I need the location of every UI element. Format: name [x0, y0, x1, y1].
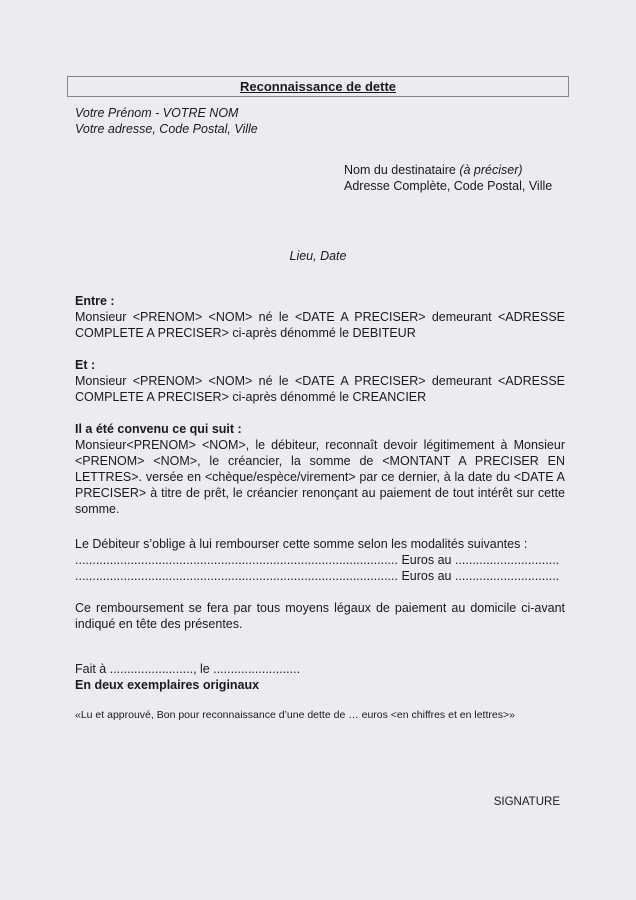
section-entre — [75, 293, 565, 341]
euros-label: Euros au — [397, 569, 455, 583]
sender-name: Votre Prénom - VOTRE NOM — [75, 106, 239, 120]
date-dots: .............................. — [454, 569, 560, 583]
section-repayment — [75, 536, 565, 584]
repayment-line — [75, 552, 565, 568]
recipient-name-label: Nom du destinataire — [344, 163, 460, 177]
repayment-legal-paragraph: Ce remboursement se fera par tous moyens légaux de paiement au domicile ci-avant indiqué en tête des présentes. — [75, 601, 565, 631]
agreement-heading: Il a été convenu ce qui suit : — [75, 422, 242, 436]
amount-dots: ............................................................................................. — [75, 553, 398, 567]
et-heading: Et : — [75, 358, 96, 372]
date-dots: .............................. — [454, 553, 560, 567]
section-et — [75, 357, 565, 405]
entre-paragraph: Monsieur <PRENOM> <NOM> né le <DATE A PRECISER> demeurant <ADRESSE COMPLETE A PRECISER> ci-après dénommé le DEBITEUR — [75, 310, 565, 340]
recipient-name-line — [344, 163, 552, 179]
amount-dots: ............................................................................................. — [75, 569, 398, 583]
agreement-paragraph: Monsieur<PRENOM> <NOM>, le débiteur, reconnaît devoir légitimement à Monsieur <PRENOM> <NOM>, le créancier, la somme de <MONTANT A PRECISER EN LETTRES>. versée en <chèque/espèce/virement> par ce dernier, à la date du <DATE A PRECISER> à titre de prêt, le créancier renonçant au paiement de tout intérêt sur cette somme. — [75, 438, 565, 516]
recipient-address: Adresse Complète, Code Postal, Ville — [344, 178, 553, 193]
entre-heading: Entre : — [75, 294, 115, 308]
document-title: Reconnaissance de dette — [239, 79, 397, 94]
repayment-intro: Le Débiteur s’oblige à lui rembourser cette somme selon les modalités suivantes : — [75, 537, 528, 551]
signature-label: SIGNATURE — [493, 796, 560, 808]
place-date-line: Lieu, Date — [289, 249, 347, 263]
title-box — [67, 76, 569, 97]
et-paragraph: Monsieur <PRENOM> <NOM> né le <DATE A PRECISER> demeurant <ADRESSE COMPLETE A PRECISER> ci-après dénommé le CREANCIER — [75, 374, 565, 404]
recipient-block — [344, 163, 552, 194]
approval-mention: «Lu et approuvé, Bon pour reconnaissance d’une dette de … euros <en chiffres et en lettres>» — [75, 709, 515, 721]
closing-block — [75, 661, 565, 693]
euros-label: Euros au — [397, 553, 455, 567]
repayment-line — [75, 568, 565, 584]
fait-line: Fait à ........................, le ......................... — [75, 662, 301, 676]
section-agreement — [75, 421, 565, 517]
sender-address: Votre adresse, Code Postal, Ville — [75, 121, 258, 136]
sender-block — [75, 106, 258, 137]
recipient-name-note: (à préciser) — [459, 163, 523, 177]
copies-line: En deux exemplaires originaux — [75, 678, 260, 692]
